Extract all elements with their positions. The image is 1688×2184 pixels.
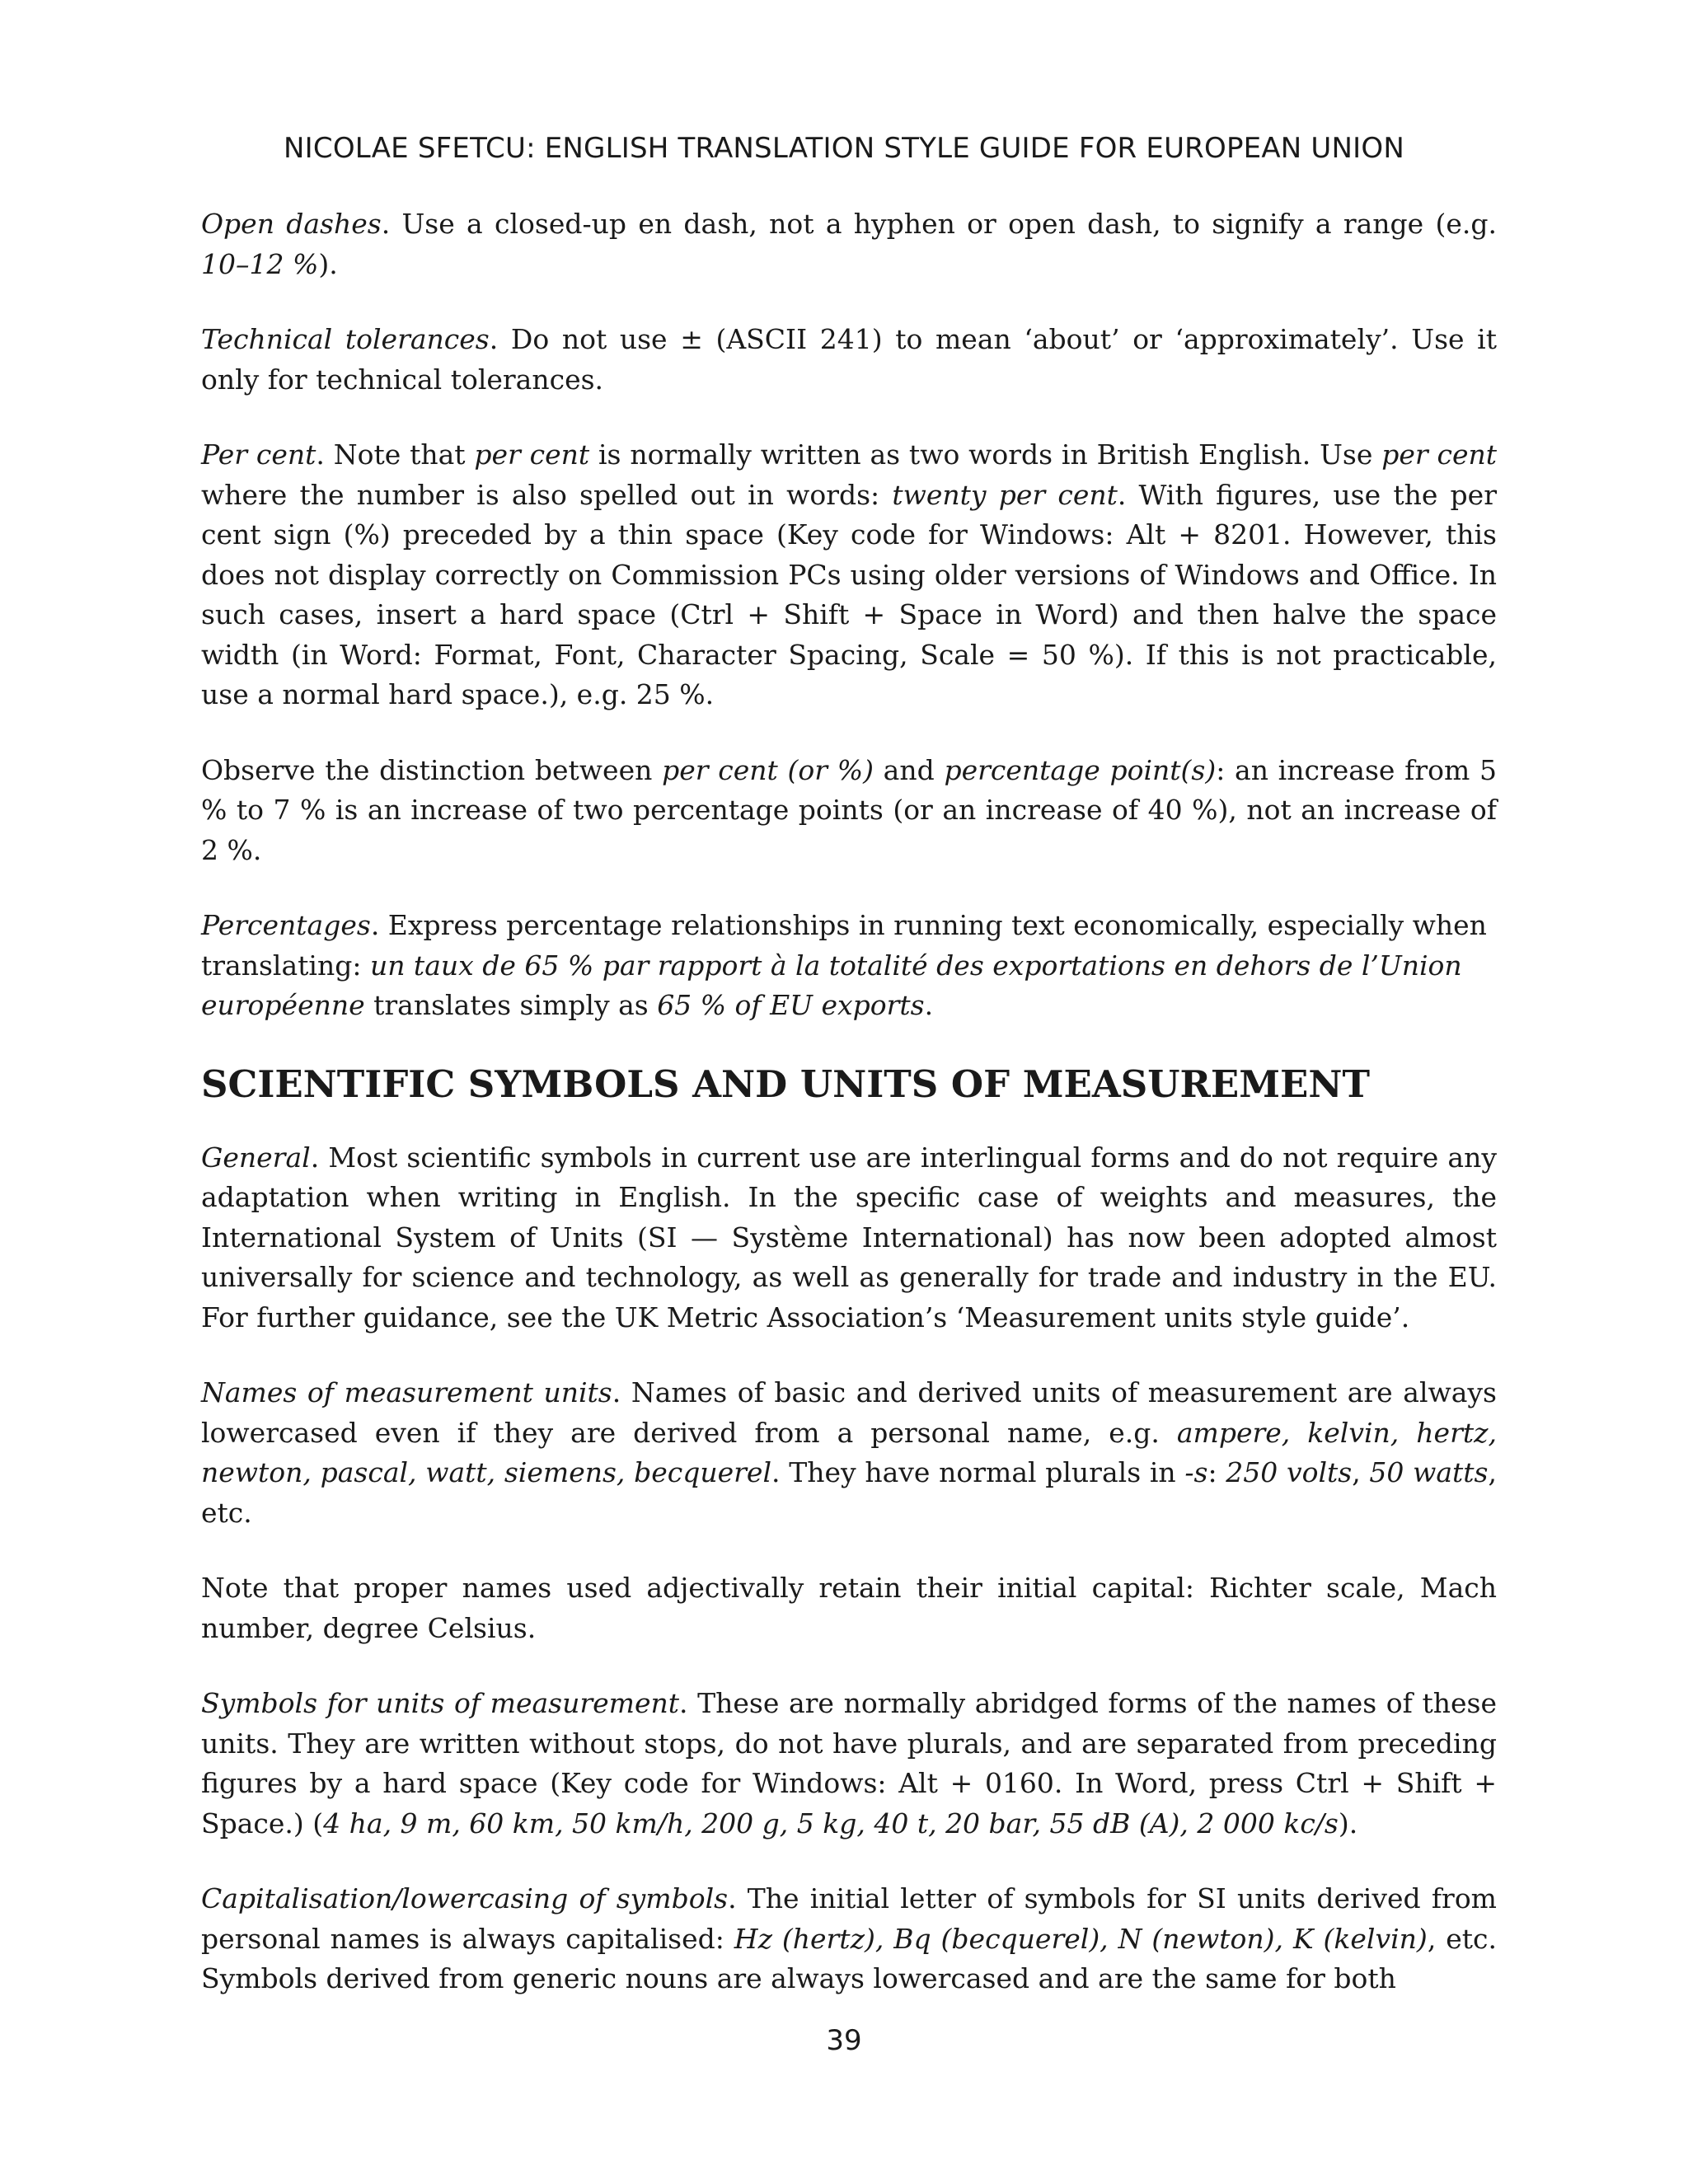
text: . The initial letter of symbols for SI units derived from personal names is always capitalised: <box>201 1882 1497 1955</box>
term-per-cent: Per cent <box>201 438 316 471</box>
italic-phrase: 50 watts <box>1369 1456 1489 1488</box>
text: translates simply as <box>364 989 658 1021</box>
term-symbols-for-units: Symbols for units of measurement <box>201 1687 679 1719</box>
paragraph-general <box>201 1138 1497 1338</box>
text: : <box>1207 1456 1226 1488</box>
example-range: 10–12 % <box>201 247 319 280</box>
italic-phrase: 65 % of EU exports <box>657 989 925 1021</box>
paragraph-open-dashes <box>201 204 1497 284</box>
paragraph-symbols-for-units <box>201 1684 1497 1844</box>
text: , etc. <box>201 1456 1497 1529</box>
text: . Most scientific symbols in current use are interlingual forms and do not require any adaptation when writing in English. In the specific case of weights and measures, the International System of Units (SI — Système International) has now been adopted almost universally for science and technology, as well as generally for trade and industry in the EU. For further guidance, see the UK Metric Association’s ‘Measurement units style guide’. <box>201 1141 1497 1333</box>
term-technical-tolerances: Technical tolerances <box>201 323 490 355</box>
paragraph-percentages <box>201 906 1497 1026</box>
italic-phrase: per cent <box>1381 438 1497 471</box>
term-open-dashes: Open dashes <box>201 208 382 240</box>
term-capitalisation: Capitalisation/lowercasing of symbols <box>201 1882 729 1915</box>
section-heading: SCIENTIFIC SYMBOLS AND UNITS OF MEASUREMENT <box>201 1062 1370 1106</box>
paragraph-names-of-units <box>201 1373 1497 1533</box>
text: , <box>1352 1456 1370 1488</box>
text: . These are normally abridged forms of the names of these units. They are written without stops, do not have plurals, and are separated from preceding figures by a hard space (Key code for Windows: Alt + 0160. In Word, press Ctrl + Shift + Space.) ( <box>201 1687 1497 1840</box>
italic-phrase: per cent <box>474 438 590 471</box>
text: . <box>924 989 934 1021</box>
text: . Names of basic and derived units of measurement are always lowercased even if they are derived from a personal name, e.g. <box>201 1376 1497 1449</box>
text: . Do not use ± (ASCII 241) to mean ‘about’ or ‘approximately’. Use it only for technical tolerances. <box>201 323 1497 396</box>
text: . Express percentage relationships in running text economically, especially when translating: <box>201 909 1487 982</box>
term-general: General <box>201 1141 311 1174</box>
text: . They have normal plurals in <box>771 1456 1185 1488</box>
text: Observe the distinction between <box>201 753 663 786</box>
running-header: NICOLAE SFETCU: ENGLISH TRANSLATION STYLE GUIDE FOR EUROPEAN UNION <box>284 132 1404 165</box>
italic-phrase: twenty per cent <box>892 478 1118 511</box>
italic-phrase: un taux de 65 % par rapport à la totalité des exportations en dehors de l’Union européenne <box>201 949 1462 1021</box>
italic-phrase: 250 volts <box>1226 1456 1353 1488</box>
paragraph-technical-tolerances <box>201 320 1497 400</box>
text: . Use a closed-up en dash, not a hyphen or open dash, to signify a range (e.g. <box>381 208 1497 240</box>
page-body <box>201 204 1497 2035</box>
term-names-of-units: Names of measurement units <box>201 1376 612 1408</box>
page-number: 39 <box>826 2024 862 2057</box>
text: , etc. Symbols derived from generic nouns are always lowercased and are the same for both <box>201 1922 1497 1994</box>
text: . With figures, use the per cent sign (%) preceded by a thin space (Key code for Windows: Alt + 8201. However, this does not display correctly on Commission PCs using older versions of Windows and Office. In such cases, insert a hard space (Ctrl + Shift + Space in Word) and then halve the space width (in Word: Format, Font, Character Spacing, Scale = 50 %). If this is not practicable, use a normal hard space.), e.g. 25 %. <box>201 478 1497 710</box>
text: . Note that <box>316 438 475 471</box>
term-percentages: Percentages <box>201 909 371 941</box>
paragraph-distinction <box>201 751 1497 871</box>
text: where the number is also spelled out in words: <box>201 478 893 511</box>
paragraph-per-cent <box>201 435 1497 715</box>
italic-phrase: -s <box>1184 1456 1208 1488</box>
paragraph-proper-names <box>201 1568 1497 1648</box>
text: ). <box>1338 1807 1358 1840</box>
italic-phrase: per cent (or %) <box>662 753 874 786</box>
text: ). <box>318 247 338 280</box>
text: : an increase from 5 % to 7 % is an increase of two percentage points (or an increase of 40 %), not an increase of 2 %. <box>201 753 1497 866</box>
text: Note that proper names used adjectivally retain their initial capital: Richter scale, Mach number, degree Celsius. <box>201 1572 1497 1644</box>
italic-phrase: 4 ha, 9 m, 60 km, 50 km/h, 200 g, 5 kg, 40 t, 20 bar, 55 dB (A), 2 000 kc/s <box>323 1807 1339 1840</box>
italic-phrase: Hz (hertz), Bq (becquerel), N (newton), K (kelvin) <box>734 1922 1428 1955</box>
italic-phrase: percentage point(s) <box>944 753 1217 786</box>
text: and <box>873 753 945 786</box>
italic-phrase: ampere, kelvin, hertz, newton, pascal, watt, siemens, becquerel <box>201 1416 1497 1488</box>
paragraph-capitalisation <box>201 1879 1497 1999</box>
text: is normally written as two words in British English. Use <box>589 438 1382 471</box>
